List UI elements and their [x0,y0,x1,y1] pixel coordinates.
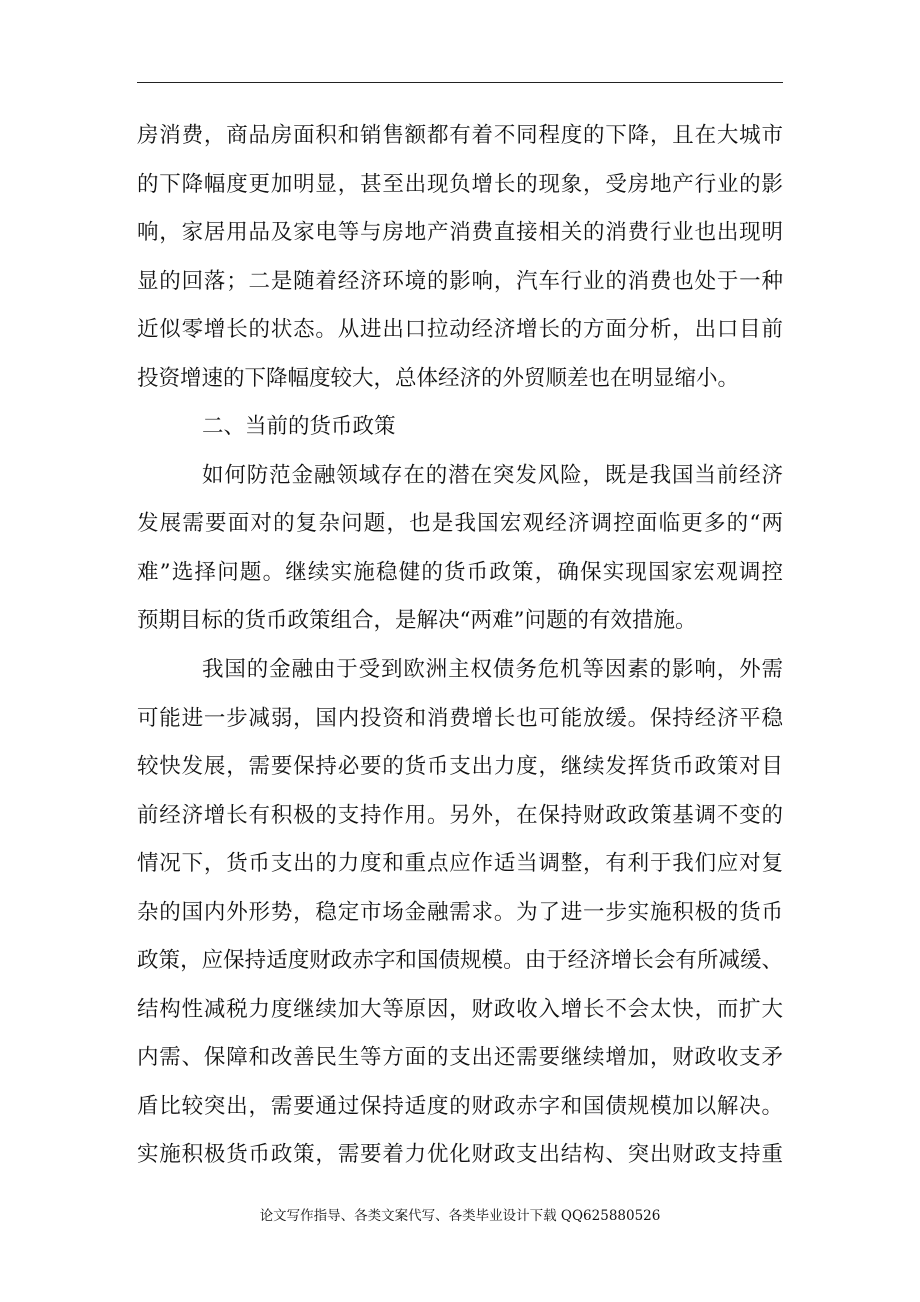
text-line: 可能进一步减弱，国内投资和消费增长也可能放缓。保持经济平稳 [137,705,783,731]
text-line: 政策，应保持适度财政赤字和国债规模。由于经济增长会有所减缓、 [137,948,783,974]
text-line: 投资增速的下降幅度较大，总体经济的外贸顺差也在明显缩小。 [137,365,740,391]
text-line: 杂的国内外形势，稳定市场金融需求。为了进一步实施积极的货币 [137,899,783,925]
text-line: 情况下，货币支出的力度和重点应作适当调整，有利于我们应对复 [137,851,783,877]
text-line: 盾比较突出，需要通过保持适度的财政赤字和国债规模加以解决。 [137,1093,783,1119]
text-line: 我国的金融由于受到欧洲主权债务危机等因素的影响，外需 [202,657,783,683]
document-body [137,112,783,1180]
text-line: 近似零增长的状态。从进出口拉动经济增长的方面分析，出口目前 [137,317,783,343]
text-line: 实施积极货币政策，需要着力优化财政支出结构、突出财政支持重 [137,1142,783,1168]
text-line: 难”选择问题。继续实施稳健的货币政策，确保实现国家宏观调控 [137,559,783,585]
text-line: 较快发展，需要保持必要的货币支出力度，继续发挥货币政策对目 [137,754,783,780]
text-line: 房消费，商品房面积和销售额都有着不同程度的下降，且在大城市 [137,123,783,148]
header-rule [137,82,783,83]
text-line: 如何防范金融领域存在的潜在突发风险，既是我国当前经济 [202,462,783,488]
section-heading: 二、当前的货币政策 [202,414,396,440]
text-line: 内需、保障和改善民生等方面的支出还需要继续增加，财政收支矛 [137,1045,783,1071]
text-line: 预期目标的货币政策组合，是解决“两难”问题的有效措施。 [137,608,697,634]
text-line: 显的回落；二是随着经济环境的影响，汽车行业的消费也处于一种 [137,268,783,294]
page-footer: 论文写作指导、各类文案代写、各类毕业设计下载 QQ625880526 [259,1208,661,1224]
text-line: 结构性减税力度继续加大等原因，财政收入增长不会太快，而扩大 [137,996,783,1022]
text-line: 发展需要面对的复杂问题，也是我国宏观经济调控面临更多的“两 [137,511,783,537]
text-line: 前经济增长有积极的支持作用。另外，在保持财政政策基调不变的 [137,802,783,828]
text-line: 的下降幅度更加明显，甚至出现负增长的现象，受房地产行业的影 [137,171,783,197]
text-line: 响，家居用品及家电等与房地产消费直接相关的消费行业也出现明 [137,220,783,246]
